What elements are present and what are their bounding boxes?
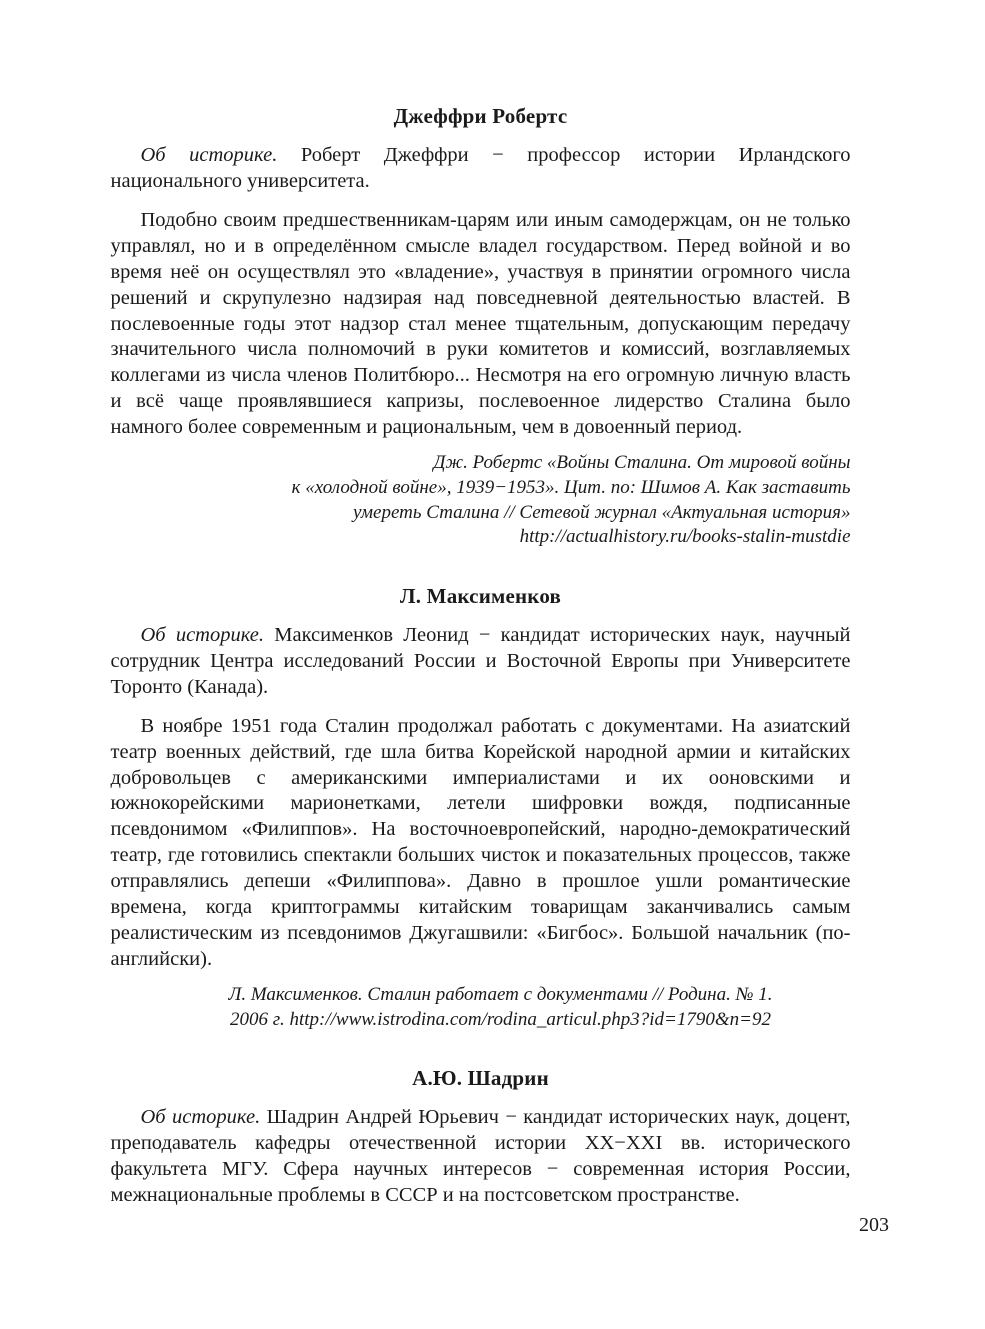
about-historian-shadrin bbox=[111, 1105, 851, 1209]
citation-line: http://actualhistory.ru/books-stalin-mustdie bbox=[519, 526, 851, 548]
page-number: 203 bbox=[859, 1214, 889, 1236]
citation-maksimenkov bbox=[111, 983, 851, 1032]
body-paragraph-roberts: Подобно своим предшественникам-царям или иным самодержцам, он не только управлял, но и в определённом смысле владел государством. Перед войной и во время неё он осуществлял это «владение», участвуя в принятии огромного числа решений и скрупулезно надзирая над повседневной деятельностью властей. В послевоенные годы этот надзор стал менее тщательным, допускающим передачу значительного числа полномочий в руки комитетов и комиссий, возглавляемых коллегами из числа членов Политбюро... Несмотря на его огромную личную власть и всё чаще проявлявшиеся капризы, послевоенное лидерство Сталина было намного более современным и рациональным, чем в довоенный период. bbox=[110, 208, 851, 439]
citation-line: 2006 г. http://www.istrodina.com/rodina_articul.php3?id=1790&n=92 bbox=[230, 1008, 771, 1030]
body-paragraph-maksimenkov: В ноябре 1951 года Сталин продолжал работать с документами. На азиатский театр военных действий, где шла битва Корейской народной армии и китайских добровольцев с американскими империалистами и их ооновскими и южнокорейскими марионетками, летели шифровки вождя, подписанные псевдонимом «Филиппов». На восточноевропейский, народно-демократический театр, где готовились спектакли больших чисток и показательных процессов, также отправлялись депеши «Филиппова». Давно в прошлое ушли романтические времена, когда криптограммы китайским товарищам заканчивались самым реалистическим из псевдонимов Джугашвили: «Бигбос». Большой начальник (по-английски). bbox=[110, 714, 851, 970]
page-content bbox=[111, 104, 851, 1209]
about-historian-maksimenkov bbox=[111, 623, 851, 701]
section-heading-maksimenkov: Л. Максименков bbox=[399, 583, 562, 608]
citation-line: Л. Максименков. Сталин работает с документами // Родина. № 1. bbox=[228, 983, 773, 1005]
citation-line: умереть Сталина // Сетевой журнал «Актуальная история» bbox=[352, 501, 851, 523]
about-text: Роберт Джеффри − профессор истории Ирландского национального университета. bbox=[110, 144, 851, 192]
about-text: Максименков Леонид − кандидат исторических наук, научный сотрудник Центра исследований России и Восточной Европы при Университете Торонто (Канада). bbox=[110, 623, 851, 698]
citation-line: к «холодной войне», 1939−1953». Цит. по: Шимов А. Как заставить bbox=[291, 476, 851, 498]
section-heading-shadrin: А.Ю. Шадрин bbox=[412, 1066, 549, 1091]
citation-roberts bbox=[111, 451, 851, 550]
about-label: Об историке. bbox=[140, 144, 278, 166]
about-text: Шадрин Андрей Юрьевич − кандидат исторических наук, доцент, преподаватель кафедры отечественной истории XX−XXI вв. исторического факультета МГУ. Сфера научных интересов − современная история России, межнациональные проблемы в СССР и на постсоветском пространстве. bbox=[110, 1106, 851, 1207]
about-label: Об историке. bbox=[140, 623, 265, 646]
citation-line: Дж. Робертс «Войны Сталина. От мировой войны bbox=[433, 452, 851, 474]
section-heading-roberts: Джеффри Робертс bbox=[393, 104, 568, 128]
about-historian-roberts bbox=[111, 143, 851, 195]
about-label: Об историке. bbox=[140, 1106, 261, 1129]
